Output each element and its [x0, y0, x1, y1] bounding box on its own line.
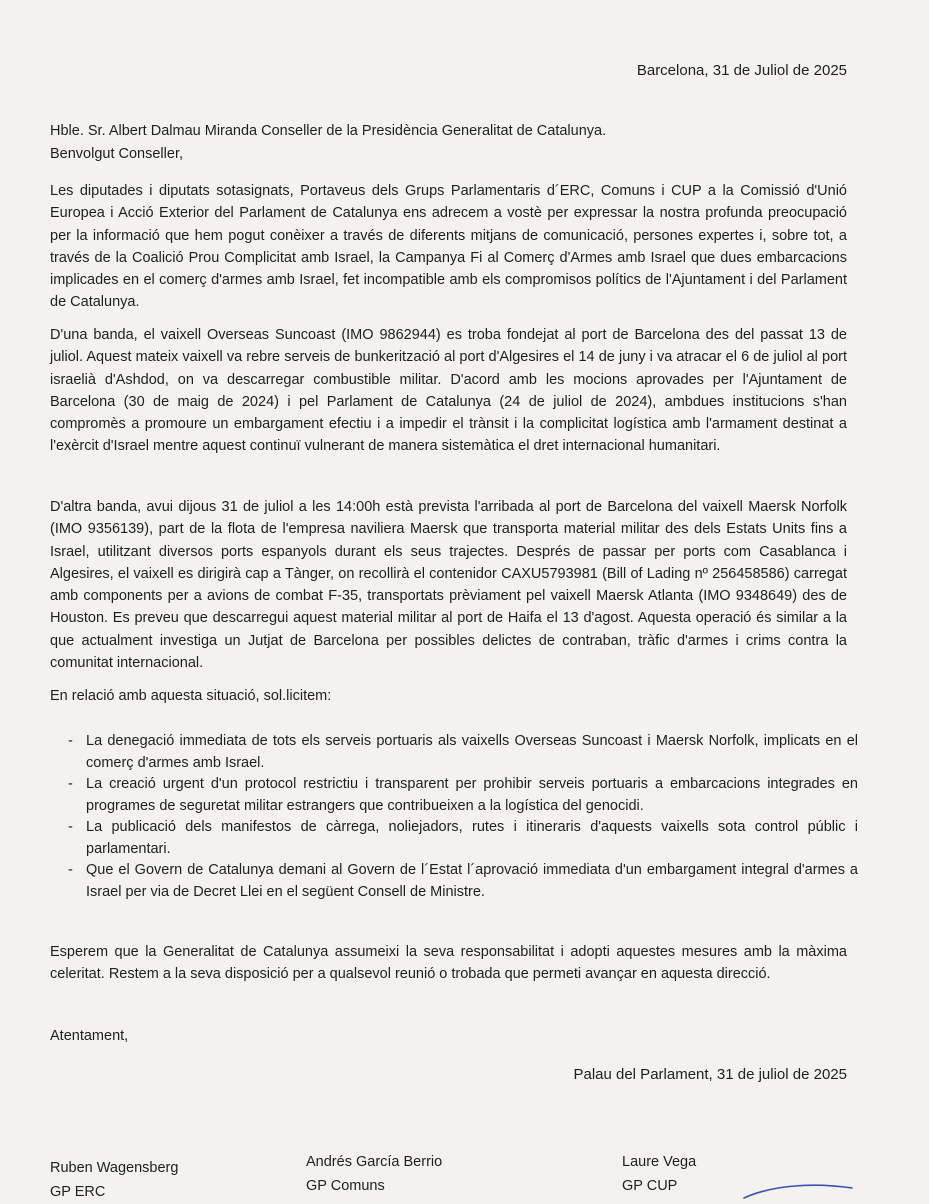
signer-group: GP Comuns	[306, 1178, 385, 1194]
recipient-line: Hble. Sr. Albert Dalmau Miranda Conseller de la Presidència Generalitat de Catalunya.	[50, 123, 607, 139]
body-paragraph: D'altra banda, avui dijous 31 de juliol a les 14:00h està prevista l'arribada al port de Barcelona del vaixell Maersk Norfolk (IMO 9356139), part de la flota de l'empresa naviliera Maersk que transporta material militar des dels Estats Units fins a Israel, utilitzant diversos ports espanyols durant els seus trajectes. Després de passar per ports com Casablanca i Algesires, el vaixell es dirigirà cap a Tànger, on recollirà el contenidor CAXU5793981 (Bill of Lading nº 256458586) carregat amb components per a avions de combat F-35, transportats prèviament pel vaixell Maersk Atlanta (IMO 9348649) des de Houston. Es preveu que descarregui aquest material militar al port de Haifa el 13 d'agost. Aquesta operació és similar a la que actualment investiga un Jutjat de Barcelona per possibles delictes de contraban, tràfic d'armes i crims contra la comunitat internacional.	[50, 499, 847, 672]
sign-off: Atentament,	[50, 1028, 129, 1044]
letter-date: Barcelona, 31 de Juliol de 2025	[636, 62, 847, 79]
signer-group: GP ERC	[50, 1184, 106, 1200]
handwritten-signature-mark	[740, 1178, 860, 1200]
salutation-block	[50, 120, 890, 166]
demand-text: La publicació dels manifestos de càrrega, noliejadors, rutes i itineraris d'aquests vaixells sota control públic i parlamentari.	[86, 819, 858, 857]
closing-paragraph: Esperem que la Generalitat de Catalunya assumeixi la seva responsabilitat i adopti aquestes mesures amb la màxima celeritat. Restem a la seva disposició per a qualsevol reunió o trobada que permeti avançar en aquesta direcció.	[50, 944, 847, 983]
demands-intro: En relació amb aquesta situació, sol.licitem:	[50, 688, 332, 704]
signer-name: Laure Vega	[622, 1154, 697, 1170]
body-paragraph: D'una banda, el vaixell Overseas Suncoast (IMO 9862944) es troba fondejat al port de Barcelona des del passat 13 de juliol. Aquest mateix vaixell va rebre serveis de bunkerització al port d'Algesires el 14 de juny i va atracar el 6 de juliol al port israelià d'Ashdod, on va descarregar combustible militar. D'acord amb les mocions aprovades per l'Ajuntament de Barcelona (30 de maig de 2024) i pel Parlament de Catalunya (24 de juliol de 2024), ambdues institucions s'han compromès a promoure un embargament efectiu i a impedir el trànsit i la complicitat logística amb l'armament destinat a l'exèrcit d'Israel mentre aquest continuï vulnerant de manera sistemàtica el dret internacional humanitari.	[50, 327, 847, 455]
list-item	[68, 817, 858, 860]
bullet-dash: -	[68, 776, 73, 792]
demand-text: La denegació immediata de tots els serveis portuaris als vaixells Overseas Suncoast i Maersk Norfolk, implicats en el comerç d'armes amb Israel.	[86, 733, 858, 771]
demand-text: La creació urgent d'un protocol restrictiu i transparent per prohibir serveis portuaris a embarcacions integrades en programes de seguretat militar estrangers que contribueixen a la logística del genocidi.	[86, 776, 858, 814]
list-item	[68, 860, 858, 903]
bullet-dash: -	[68, 819, 73, 835]
list-item	[68, 731, 858, 774]
demands-list	[68, 731, 858, 903]
signer-block	[50, 1156, 178, 1204]
signer-block	[622, 1150, 696, 1198]
signer-block	[306, 1150, 442, 1198]
body-paragraph: Les diputades i diputats sotasignats, Portaveus dels Grups Parlamentaris d´ERC, Comuns i CUP a la Comissió d'Unió Europea i Acció Exterior del Parlament de Catalunya ens adrecem a vostè per expressar la nostra profunda preocupació per la informació que hem pogut conèixer a través de diferents mitjans de comunicació, persones expertes i, sobre tot, a través de la Coalició Prou Complicitat amb Israel, la Campanya Fi al Comerç d'Armes amb Israel que dues embarcacions implicades en el comerç d'armes amb Israel, fet incompatible amb els compromisos polítics de l'Ajuntament i del Parlament de Catalunya.	[50, 183, 847, 311]
signer-name: Ruben Wagensberg	[50, 1160, 179, 1176]
signer-group: GP CUP	[622, 1178, 678, 1194]
list-item	[68, 774, 858, 817]
greeting-line: Benvolgut Conseller,	[50, 146, 183, 162]
signer-name: Andrés García Berrio	[306, 1154, 443, 1170]
bullet-dash: -	[68, 862, 73, 878]
demand-text: Que el Govern de Catalunya demani al Govern de l´Estat l´aprovació immediata d'un embargament integral d'armes a Israel per via de Decret Llei en el següent Consell de Ministre.	[86, 862, 858, 900]
signature-date: Palau del Parlament, 31 de juliol de 2025	[573, 1066, 847, 1083]
bullet-dash: -	[68, 733, 73, 749]
